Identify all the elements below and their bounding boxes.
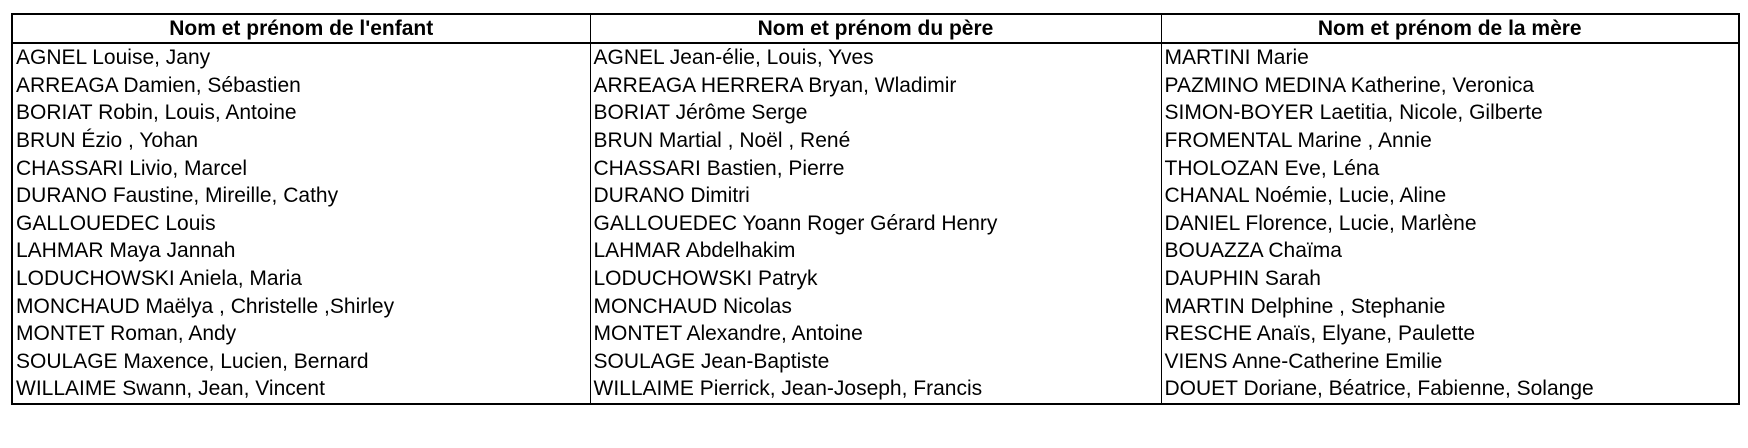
mother-name-cell: RESCHE Anaïs, Elyane, Paulette <box>1161 320 1739 348</box>
table-row <box>12 292 1739 320</box>
table-row <box>12 210 1739 238</box>
father-name-cell: GALLOUEDEC Yoann Roger Gérard Henry <box>590 210 1161 238</box>
birth-registry-table <box>11 13 1740 405</box>
mother-name-cell: MARTINI Marie <box>1161 43 1739 72</box>
father-name-cell: WILLAIME Pierrick, Jean-Joseph, Francis <box>590 375 1161 404</box>
mother-name-cell: DOUET Doriane, Béatrice, Fabienne, Solange <box>1161 375 1739 404</box>
father-name-cell: ARREAGA HERRERA Bryan, Wladimir <box>590 72 1161 100</box>
child-name-cell: MONTET Roman, Andy <box>12 320 590 348</box>
table-row <box>12 182 1739 210</box>
father-name-cell: MONTET Alexandre, Antoine <box>590 320 1161 348</box>
header-child-name: Nom et prénom de l'enfant <box>12 14 590 43</box>
mother-name-cell: MARTIN Delphine , Stephanie <box>1161 292 1739 320</box>
mother-name-cell: THOLOZAN Eve, Léna <box>1161 154 1739 182</box>
child-name-cell: CHASSARI Livio, Marcel <box>12 154 590 182</box>
table-row <box>12 320 1739 348</box>
birth-registry-sheet <box>11 13 1738 405</box>
father-name-cell: CHASSARI Bastien, Pierre <box>590 154 1161 182</box>
child-name-cell: ARREAGA Damien, Sébastien <box>12 72 590 100</box>
mother-name-cell: PAZMINO MEDINA Katherine, Veronica <box>1161 72 1739 100</box>
table-row <box>12 375 1739 404</box>
father-name-cell: DURANO Dimitri <box>590 182 1161 210</box>
mother-name-cell: DAUPHIN Sarah <box>1161 265 1739 293</box>
mother-name-cell: SIMON-BOYER Laetitia, Nicole, Gilberte <box>1161 99 1739 127</box>
table-row <box>12 43 1739 72</box>
child-name-cell: SOULAGE Maxence, Lucien, Bernard <box>12 348 590 376</box>
mother-name-cell: FROMENTAL Marine , Annie <box>1161 127 1739 155</box>
child-name-cell: LAHMAR Maya Jannah <box>12 237 590 265</box>
father-name-cell: AGNEL Jean-élie, Louis, Yves <box>590 43 1161 72</box>
table-row <box>12 99 1739 127</box>
child-name-cell: WILLAIME Swann, Jean, Vincent <box>12 375 590 404</box>
table-row <box>12 237 1739 265</box>
child-name-cell: AGNEL Louise, Jany <box>12 43 590 72</box>
father-name-cell: LAHMAR Abdelhakim <box>590 237 1161 265</box>
table-row <box>12 348 1739 376</box>
table-row <box>12 154 1739 182</box>
child-name-cell: DURANO Faustine, Mireille, Cathy <box>12 182 590 210</box>
table-row <box>12 127 1739 155</box>
header-row <box>12 14 1739 43</box>
child-name-cell: GALLOUEDEC Louis <box>12 210 590 238</box>
child-name-cell: BRUN Ézio , Yohan <box>12 127 590 155</box>
table-row <box>12 265 1739 293</box>
table-row <box>12 72 1739 100</box>
father-name-cell: BRUN Martial , Noël , René <box>590 127 1161 155</box>
mother-name-cell: DANIEL Florence, Lucie, Marlène <box>1161 210 1739 238</box>
registry-body <box>12 43 1739 404</box>
father-name-cell: BORIAT Jérôme Serge <box>590 99 1161 127</box>
header-mother-name: Nom et prénom de la mère <box>1161 14 1739 43</box>
mother-name-cell: VIENS Anne-Catherine Emilie <box>1161 348 1739 376</box>
child-name-cell: MONCHAUD Maëlya , Christelle ,Shirley <box>12 292 590 320</box>
child-name-cell: LODUCHOWSKI Aniela, Maria <box>12 265 590 293</box>
mother-name-cell: BOUAZZA Chaïma <box>1161 237 1739 265</box>
father-name-cell: SOULAGE Jean-Baptiste <box>590 348 1161 376</box>
mother-name-cell: CHANAL Noémie, Lucie, Aline <box>1161 182 1739 210</box>
father-name-cell: LODUCHOWSKI Patryk <box>590 265 1161 293</box>
header-father-name: Nom et prénom du père <box>590 14 1161 43</box>
father-name-cell: MONCHAUD Nicolas <box>590 292 1161 320</box>
child-name-cell: BORIAT Robin, Louis, Antoine <box>12 99 590 127</box>
